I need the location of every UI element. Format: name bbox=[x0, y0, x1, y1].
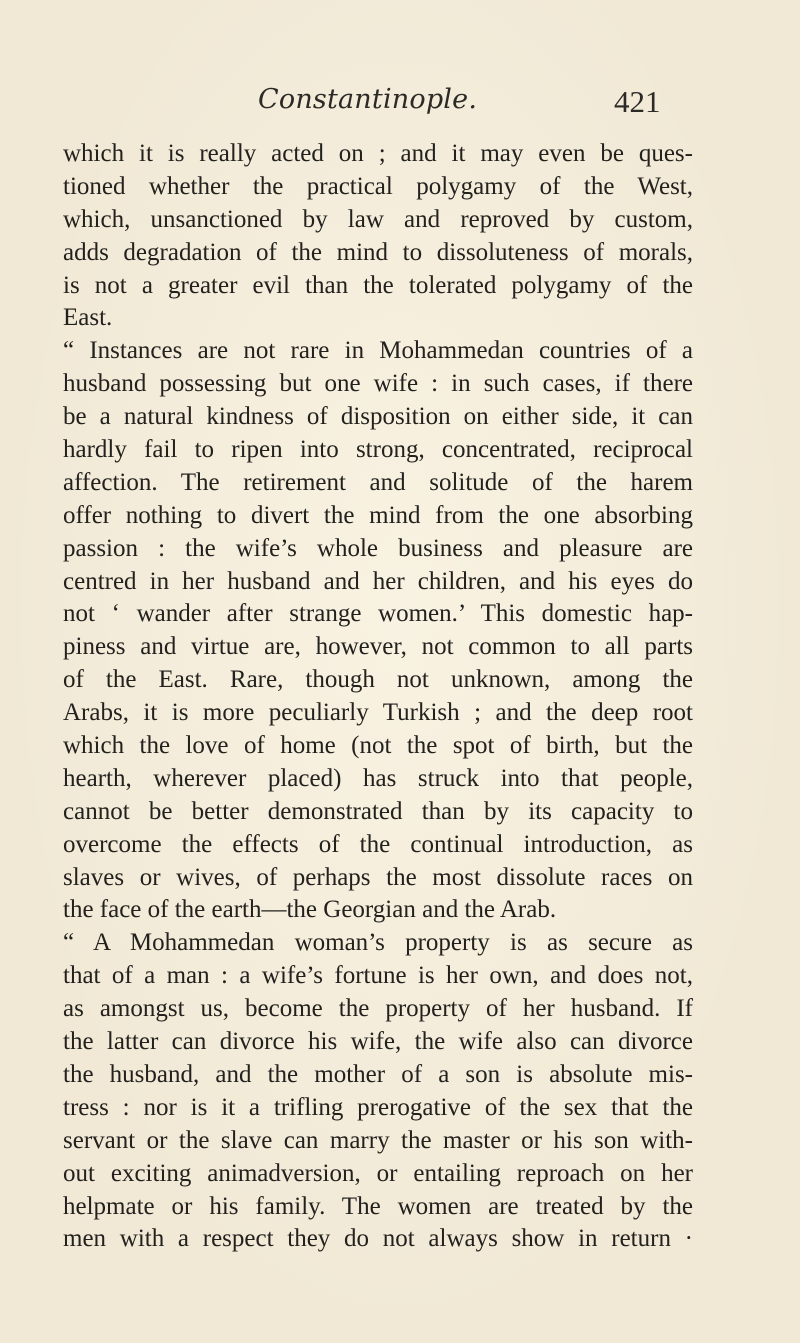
text-line: Arabs, it is more peculiarly Turkish ; and the deep root bbox=[63, 699, 693, 727]
text-line: cannot be better demonstrated than by its capacity to bbox=[63, 797, 693, 825]
text-line: offer nothing to divert the mind from the one absorbing bbox=[63, 501, 693, 529]
text-line: East. bbox=[63, 304, 113, 332]
text-line: affection. The retirement and solitude of the harem bbox=[63, 468, 693, 496]
page-number: 421 bbox=[614, 84, 661, 119]
text-line: husband possessing but one wife : in such cases, if there bbox=[63, 370, 693, 398]
text-line: piness and virtue are, however, not common to all parts bbox=[63, 633, 693, 661]
text-line: men with a respect they do not always show in return · bbox=[63, 1225, 693, 1253]
text-line: is not a greater evil than the tolerated polygamy of the bbox=[63, 271, 693, 299]
text-line: servant or the slave can marry the master or his son with- bbox=[63, 1126, 693, 1154]
text-line: hardly fail to ripen into strong, concentrated, reciprocal bbox=[63, 436, 693, 464]
text-line: that of a man : a wife’s fortune is her own, and does not, bbox=[63, 962, 693, 990]
text-line: not ‘ wander after strange women.’ This domestic hap- bbox=[63, 600, 693, 628]
text-line: the husband, and the mother of a son is absolute mis- bbox=[63, 1060, 693, 1088]
text-line: of the East. Rare, though not unknown, among the bbox=[63, 666, 693, 694]
text-line: centred in her husband and her children, and his eyes do bbox=[63, 567, 693, 595]
text-line: “ A Mohammedan woman’s property is as secure as bbox=[63, 929, 693, 957]
text-line: be a natural kindness of disposition on either side, it can bbox=[63, 403, 693, 431]
page-title: Constantinople. bbox=[258, 84, 478, 115]
text-line: hearth, wherever placed) has struck into that people, bbox=[63, 764, 693, 792]
body-text bbox=[63, 138, 693, 1256]
text-line: tioned whether the practical polygamy of the West, bbox=[63, 172, 693, 200]
text-line: tress : nor is it a trifling prerogative of the sex that the bbox=[63, 1093, 693, 1121]
text-line: which, unsanctioned by law and reproved by custom, bbox=[63, 205, 693, 233]
text-line: which the love of home (not the spot of birth, but the bbox=[63, 732, 693, 760]
text-line: “ Instances are not rare in Mohammedan countries of a bbox=[63, 337, 693, 365]
text-line: helpmate or his family. The women are treated by the bbox=[63, 1192, 693, 1220]
text-line: passion : the wife’s whole business and pleasure are bbox=[63, 534, 693, 562]
text-line: out exciting animadversion, or entailing reproach on her bbox=[63, 1159, 693, 1187]
text-line: as amongst us, become the property of her husband. If bbox=[63, 995, 693, 1023]
text-line: slaves or wives, of perhaps the most dissolute races on bbox=[63, 863, 693, 891]
text-line: which it is really acted on ; and it may even be ques- bbox=[63, 140, 693, 167]
text-line: the latter can divorce his wife, the wife also can divorce bbox=[63, 1028, 693, 1056]
text-line: overcome the effects of the continual introduction, as bbox=[63, 830, 693, 858]
text-line: adds degradation of the mind to dissoluteness of morals, bbox=[63, 238, 693, 266]
text-line: the face of the earth—the Georgian and the Arab. bbox=[63, 896, 557, 924]
running-head bbox=[0, 84, 800, 124]
